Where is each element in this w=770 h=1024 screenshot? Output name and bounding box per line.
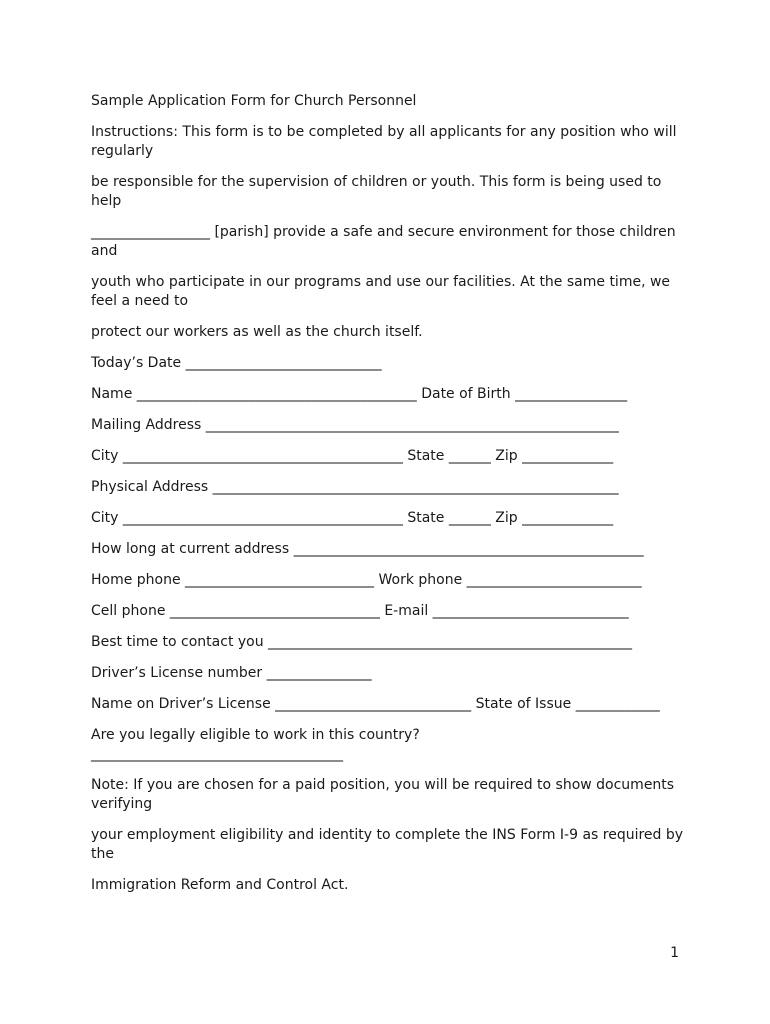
note-line-1: Note: If you are chosen for a paid position, you will be required to show documents verifying bbox=[91, 777, 675, 812]
document-title: Sample Application Form for Church Personnel bbox=[91, 93, 417, 109]
note-line-3: Immigration Reform and Control Act. bbox=[91, 877, 349, 893]
instructions-line-4: youth who participate in our programs and use our facilities. At the same time, we feel a need to bbox=[91, 274, 671, 309]
page-number: 1 bbox=[670, 945, 679, 961]
field-work-eligibility: Are you legally eligible to work in this country? ____________________________________ bbox=[91, 727, 420, 762]
field-physical-city-state-zip: City ________________________________________ State ______ Zip _____________ bbox=[91, 510, 614, 526]
note-line-2: your employment eligibility and identity to complete the INS Form I-9 as required by the bbox=[91, 827, 684, 862]
field-todays-date: Today’s Date ____________________________ bbox=[91, 355, 382, 371]
field-mailing-address: Mailing Address ___________________________________________________________ bbox=[91, 417, 619, 433]
field-cell-phone-email: Cell phone ______________________________ E-mail ____________________________ bbox=[91, 603, 629, 619]
instructions-line-1: Instructions: This form is to be completed by all applicants for any position who will regularly bbox=[91, 124, 677, 159]
field-physical-address: Physical Address __________________________________________________________ bbox=[91, 479, 619, 495]
field-drivers-license-number: Driver’s License number _______________ bbox=[91, 665, 372, 681]
document-body bbox=[91, 92, 691, 907]
instructions-line-2: be responsible for the supervision of children or youth. This form is being used to help bbox=[91, 174, 662, 209]
field-mailing-city-state-zip: City ________________________________________ State ______ Zip _____________ bbox=[91, 448, 614, 464]
field-name-dob: Name ________________________________________ Date of Birth ________________ bbox=[91, 386, 628, 402]
field-time-at-address: How long at current address __________________________________________________ bbox=[91, 541, 644, 557]
instructions-line-5: protect our workers as well as the church itself. bbox=[91, 324, 423, 340]
field-home-work-phone: Home phone ___________________________ Work phone _________________________ bbox=[91, 572, 642, 588]
field-best-time-contact: Best time to contact you ____________________________________________________ bbox=[91, 634, 633, 650]
instructions-line-3: _________________ [parish] provide a safe and secure environment for those children and bbox=[91, 224, 676, 259]
field-name-on-license-state: Name on Driver’s License ____________________________ State of Issue ____________ bbox=[91, 696, 660, 712]
